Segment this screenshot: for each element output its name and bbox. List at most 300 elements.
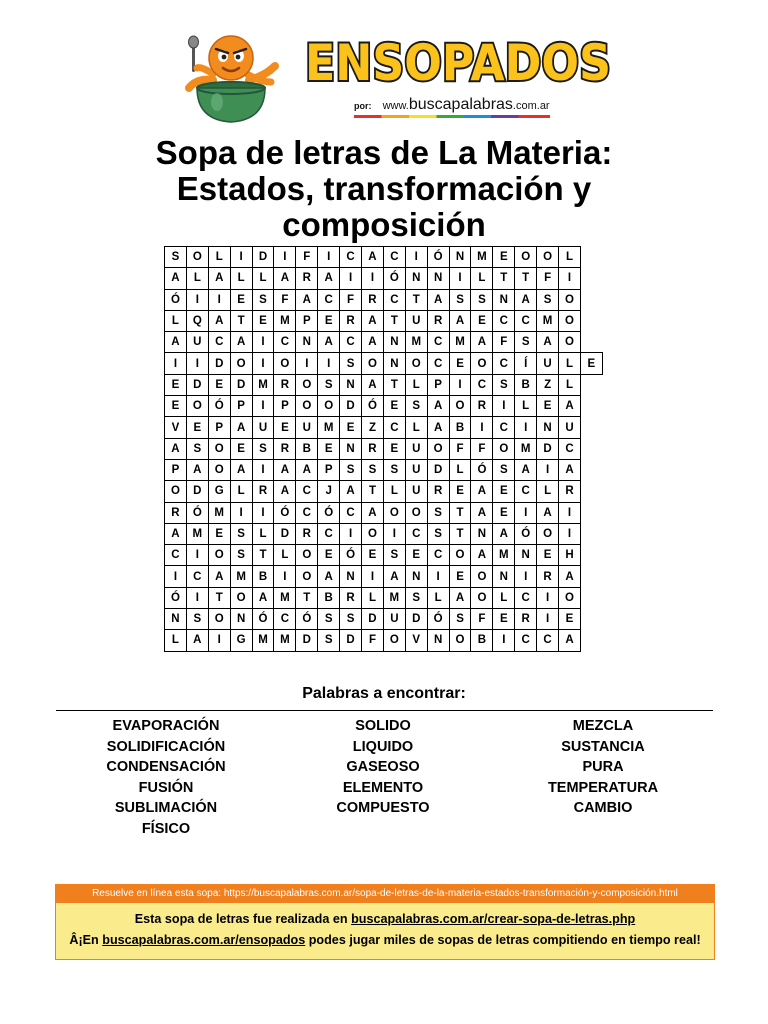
grid-cell: I (208, 289, 230, 310)
grid-cell: A (449, 587, 471, 608)
grid-cell: C (383, 247, 405, 268)
grid-cell: U (537, 353, 559, 374)
grid-cell: C (493, 353, 515, 374)
grid-cell: E (493, 609, 515, 630)
grid-cell: S (230, 545, 252, 566)
grid-cell: I (537, 587, 559, 608)
grid-cell: R (427, 310, 449, 331)
grid-cell: A (362, 247, 384, 268)
grid-cell: A (208, 566, 230, 587)
byline-prefix: por: (354, 101, 372, 111)
grid-cell: L (471, 268, 493, 289)
grid-cell: L (493, 587, 515, 608)
grid-cell: S (493, 459, 515, 480)
grid-cell: Ó (318, 502, 340, 523)
grid-cell: C (405, 523, 427, 544)
grid-cell: I (471, 417, 493, 438)
grid-cell: M (274, 630, 296, 651)
grid-cell: F (340, 289, 362, 310)
grid-cell: B (296, 438, 318, 459)
grid-cell: A (362, 374, 384, 395)
grid-cell: A (559, 630, 581, 651)
grid-cell: F (449, 438, 471, 459)
grid-cell: A (471, 502, 493, 523)
grid-cell: R (252, 481, 274, 502)
grid-cell: T (208, 587, 230, 608)
grid-cell: V (405, 630, 427, 651)
grid-cell: O (559, 310, 581, 331)
grid-cell: O (427, 438, 449, 459)
grid-cell: C (340, 247, 362, 268)
grid-cell: Í (515, 353, 537, 374)
grid-cell: L (537, 481, 559, 502)
grid-row (165, 374, 603, 395)
word-item: ELEMENTO (342, 779, 424, 796)
grid-cell: L (186, 268, 208, 289)
word-item: SUSTANCIA (561, 738, 645, 755)
grid-cell: O (559, 587, 581, 608)
grid-row (165, 502, 603, 523)
grid-cell: R (559, 481, 581, 502)
title-line-2: Estados, transformación y (176, 170, 592, 207)
grid-cell: V (165, 417, 187, 438)
grid-cell: S (405, 587, 427, 608)
grid-cell: L (559, 247, 581, 268)
grid-cell: A (165, 438, 187, 459)
grid-cell: O (318, 396, 340, 417)
grid-cell: R (296, 268, 318, 289)
grid-cell: T (383, 374, 405, 395)
grid-cell: O (449, 630, 471, 651)
title-line-3: composición (282, 206, 486, 243)
grid-row (165, 268, 603, 289)
grid-cell: M (252, 630, 274, 651)
word-item: FUSIÓN (138, 779, 194, 796)
grid-cell: O (208, 609, 230, 630)
grid-cell: D (340, 396, 362, 417)
rainbow-stripe (354, 115, 550, 118)
create-puzzle-link[interactable]: buscapalabras.com.ar/crear-sopa-de-letras.php (351, 912, 636, 926)
grid-cell: F (274, 289, 296, 310)
grid-cell: I (340, 523, 362, 544)
grid-cell: E (208, 374, 230, 395)
grid-cell: A (471, 545, 493, 566)
grid-cell: N (340, 438, 362, 459)
grid-cell: B (471, 630, 493, 651)
grid-cell: N (515, 545, 537, 566)
grid-cell: L (274, 545, 296, 566)
grid-cell: O (296, 545, 318, 566)
grid-cell: M (493, 545, 515, 566)
grid-cell: A (383, 566, 405, 587)
grid-cell: O (405, 502, 427, 523)
grid-cell: H (559, 545, 581, 566)
grid-cell: N (340, 566, 362, 587)
grid-cell: A (186, 459, 208, 480)
logo-text: ENSOPADOS (305, 34, 611, 92)
grid-cell: I (186, 353, 208, 374)
grid-cell: E (449, 566, 471, 587)
grid-cell: I (449, 268, 471, 289)
grid-cell: A (186, 630, 208, 651)
grid-cell: O (186, 247, 208, 268)
grid-cell: A (362, 502, 384, 523)
grid-cell: I (165, 353, 187, 374)
grid-cell: O (186, 396, 208, 417)
word-item: TEMPERATURA (547, 779, 659, 796)
grid-cell: M (230, 566, 252, 587)
grid-cell: L (208, 247, 230, 268)
grid-cell: A (427, 289, 449, 310)
grid-cell: I (296, 353, 318, 374)
grid-cell: Ó (186, 502, 208, 523)
grid-cell: O (537, 247, 559, 268)
grid-cell: L (230, 481, 252, 502)
grid-cell: F (493, 332, 515, 353)
grid-cell: T (383, 310, 405, 331)
grid-cell: S (340, 353, 362, 374)
grid-cell: D (362, 609, 384, 630)
grid-cell: D (405, 609, 427, 630)
grid-cell: E (449, 481, 471, 502)
grid-cell: N (405, 566, 427, 587)
grid-cell: N (165, 609, 187, 630)
grid-cell: T (493, 268, 515, 289)
word-column-2 (273, 716, 493, 819)
grid-cell: C (318, 523, 340, 544)
grid-cell: D (252, 247, 274, 268)
word-item: FÍSICO (141, 820, 191, 837)
grid-cell: E (274, 417, 296, 438)
grid-cell: I (493, 630, 515, 651)
grid-cell: C (274, 332, 296, 353)
byline-domain: .com.ar (512, 100, 550, 112)
grid-cell: O (515, 247, 537, 268)
grid-cell: I (449, 374, 471, 395)
grid-cell: A (165, 332, 187, 353)
grid-cell: A (296, 459, 318, 480)
letter-grid (164, 246, 603, 652)
grid-cell: A (537, 502, 559, 523)
grid-cell: D (274, 523, 296, 544)
grid-cell: E (186, 417, 208, 438)
grid-cell: O (493, 438, 515, 459)
word-item: SOLIDO (355, 718, 411, 734)
grid-cell: Ó (274, 502, 296, 523)
grid-cell: A (230, 417, 252, 438)
grid-cell: Q (186, 310, 208, 331)
grid-cell: O (471, 353, 493, 374)
grid-cell: P (427, 374, 449, 395)
grid-cell: O (471, 587, 493, 608)
footer-line-2-prefix: Â¡En (69, 933, 103, 947)
grid-cell: C (340, 502, 362, 523)
ensopados-logo[interactable] (302, 30, 614, 90)
grid-cell: I (186, 289, 208, 310)
grid-cell: C (318, 289, 340, 310)
grid-cell: N (537, 417, 559, 438)
grid-cell: N (427, 630, 449, 651)
grid-cell: A (274, 481, 296, 502)
word-item: EVAPORACIÓN (112, 718, 220, 734)
grid-cell: A (515, 289, 537, 310)
grid-cell: R (515, 609, 537, 630)
grid-cell: C (340, 332, 362, 353)
grid-cell: T (405, 289, 427, 310)
grid-cell: R (274, 374, 296, 395)
grid-cell: S (252, 289, 274, 310)
byline-site (382, 96, 550, 113)
grid-cell: A (252, 587, 274, 608)
grid-cell: I (515, 502, 537, 523)
word-item: CONDENSACIÓN (106, 759, 226, 776)
grid-cell: Ó (383, 268, 405, 289)
grid-cell: A (165, 268, 187, 289)
grid-cell: M (186, 523, 208, 544)
grid-cell: U (296, 417, 318, 438)
grid-cell: A (274, 459, 296, 480)
grid-cell: E (383, 396, 405, 417)
grid-cell: I (383, 523, 405, 544)
grid-row (165, 289, 603, 310)
grid-cell: Ó (296, 609, 318, 630)
grid-cell: L (252, 268, 274, 289)
footer-body (56, 903, 714, 959)
grid-cell: I (186, 545, 208, 566)
byline[interactable] (354, 96, 550, 118)
grid-row (165, 310, 603, 331)
footer-line-2-text: podes jugar miles de sopas de letras compitiendo en tiempo real! (305, 933, 701, 947)
grid-cell: N (405, 268, 427, 289)
word-item: CAMBIO (573, 800, 633, 817)
grid-cell: I (274, 247, 296, 268)
grid-cell: A (340, 481, 362, 502)
grid-row (165, 523, 603, 544)
grid-cell: C (208, 332, 230, 353)
grid-cell: E (449, 353, 471, 374)
grid-cell: N (383, 353, 405, 374)
grid-cell: M (537, 310, 559, 331)
grid-cell: I (165, 566, 187, 587)
grid-cell: N (493, 289, 515, 310)
grid-cell: E (230, 289, 252, 310)
grid-cell: A (559, 566, 581, 587)
grid-cell: O (559, 332, 581, 353)
grid-cell: S (449, 609, 471, 630)
grid-cell: P (296, 310, 318, 331)
grid-cell: E (405, 545, 427, 566)
grid-row (165, 438, 603, 459)
grid-cell: O (559, 289, 581, 310)
grid-cell: E (165, 374, 187, 395)
grid-cell: I (537, 459, 559, 480)
grid-cell: A (471, 481, 493, 502)
grid-cell: D (296, 630, 318, 651)
grid-cell: Ó (427, 609, 449, 630)
grid-cell: I (537, 609, 559, 630)
grid-cell: I (427, 566, 449, 587)
grid-cell: U (383, 609, 405, 630)
grid-cell: C (515, 310, 537, 331)
grid-cell: C (427, 353, 449, 374)
grid-cell: S (383, 545, 405, 566)
grid-cell: A (537, 332, 559, 353)
grid-row (165, 481, 603, 502)
grid-cell: Ó (252, 609, 274, 630)
grid-cell: M (515, 438, 537, 459)
grid-cell: M (252, 374, 274, 395)
grid-cell: M (318, 417, 340, 438)
grid-cell: P (318, 459, 340, 480)
grid-cell: C (493, 310, 515, 331)
word-column-3 (493, 716, 713, 819)
grid-cell: C (186, 566, 208, 587)
footer-line-2 (56, 930, 714, 951)
grid-cell: F (471, 438, 493, 459)
word-item: MEZCLA (572, 718, 634, 734)
grid-cell: Ó (471, 459, 493, 480)
grid-cell: I (493, 396, 515, 417)
grid-cell: L (405, 374, 427, 395)
grid-cell: E (537, 396, 559, 417)
grid-cell: S (165, 247, 187, 268)
grid-cell: M (383, 587, 405, 608)
word-item: SUBLIMACIÓN (114, 800, 218, 817)
grid-cell: N (383, 332, 405, 353)
word-item: SOLIDIFICACIÓN (106, 738, 226, 755)
grid-cell: F (537, 268, 559, 289)
grid-cell: E (537, 545, 559, 566)
grid-cell: A (427, 417, 449, 438)
word-item: LIQUIDO (352, 738, 414, 755)
grid-cell: Z (537, 374, 559, 395)
grid-cell: R (340, 587, 362, 608)
footer-line-1-text: Esta sopa de letras fue realizada en (134, 912, 352, 926)
grid-cell: S (493, 374, 515, 395)
grid-cell: L (559, 353, 581, 374)
grid-row (165, 247, 603, 268)
grid-cell: N (471, 523, 493, 544)
grid-cell: C (296, 502, 318, 523)
word-column-1 (56, 716, 276, 840)
grid-cell: C (537, 630, 559, 651)
grid-cell: I (208, 630, 230, 651)
grid-cell: F (362, 630, 384, 651)
grid-cell: G (230, 630, 252, 651)
byline-www: www. (382, 100, 409, 112)
grid-cell: A (427, 396, 449, 417)
grid-cell: E (252, 310, 274, 331)
grid-cell: N (296, 332, 318, 353)
grid-cell: P (230, 396, 252, 417)
grid-cell: A (362, 310, 384, 331)
grid-row (165, 459, 603, 480)
grid-cell: S (340, 459, 362, 480)
grid-cell: L (362, 587, 384, 608)
title-line-1: Sopa de letras de La Materia: (155, 134, 613, 171)
grid-cell: L (383, 481, 405, 502)
grid-cell: C (383, 289, 405, 310)
grid-cell: E (318, 545, 340, 566)
grid-cell: Ó (165, 289, 187, 310)
grid-cell: S (427, 502, 449, 523)
grid-cell: O (208, 438, 230, 459)
grid-cell: O (383, 630, 405, 651)
grid-cell: C (493, 417, 515, 438)
grid-row (165, 417, 603, 438)
grid-cell: I (230, 247, 252, 268)
grid-cell: I (252, 459, 274, 480)
grid-cell: U (405, 438, 427, 459)
grid-cell: O (230, 353, 252, 374)
byline-brand: buscapalabras (408, 96, 513, 113)
grid-cell: M (274, 310, 296, 331)
grid-cell: M (274, 587, 296, 608)
grid-cell: S (362, 459, 384, 480)
grid-cell: D (340, 630, 362, 651)
grid-row (165, 566, 603, 587)
grid-cell: O (230, 587, 252, 608)
grid-cell: E (340, 417, 362, 438)
grid-cell: N (493, 566, 515, 587)
grid-cell: R (362, 289, 384, 310)
grid-cell: S (383, 459, 405, 480)
grid-cell: A (515, 459, 537, 480)
grid-row (165, 396, 603, 417)
grid-cell: E (493, 502, 515, 523)
grid-cell: U (252, 417, 274, 438)
grid-cell: O (362, 523, 384, 544)
grid-cell: T (296, 587, 318, 608)
grid-cell: D (208, 353, 230, 374)
grid-row (165, 609, 603, 630)
grid-cell: C (515, 587, 537, 608)
grid-cell: A (559, 459, 581, 480)
grid-row (165, 353, 603, 374)
grid-cell: M (471, 247, 493, 268)
grid-cell: R (165, 502, 187, 523)
grid-cell: E (493, 247, 515, 268)
grid-cell: I (340, 268, 362, 289)
grid-cell: P (208, 417, 230, 438)
grid-cell: A (296, 289, 318, 310)
grid-cell: U (559, 417, 581, 438)
grid-cell: F (296, 247, 318, 268)
grid-cell: Z (362, 417, 384, 438)
grid-cell: L (449, 459, 471, 480)
grid-cell: P (274, 396, 296, 417)
grid-cell: R (340, 310, 362, 331)
grid-cell: B (449, 417, 471, 438)
grid-cell: E (208, 523, 230, 544)
grid-cell: N (449, 247, 471, 268)
footer-line-1 (56, 903, 714, 930)
grid-cell: C (383, 417, 405, 438)
footer-solve-online-link[interactable]: Resuelve en línea esta sopa: https://buscapalabras.com.ar/sopa-de-letras-de-la-materia-estados-transformación-y-composición.html (56, 885, 714, 903)
grid-cell: M (405, 332, 427, 353)
grid-cell: S (230, 523, 252, 544)
grid-cell: E (580, 353, 602, 374)
ensopados-link[interactable]: buscapalabras.com.ar/ensopados (102, 933, 306, 947)
grid-cell: U (405, 310, 427, 331)
grid-cell: L (252, 523, 274, 544)
grid-cell: I (559, 502, 581, 523)
grid-cell: S (252, 438, 274, 459)
grid-cell: A (165, 523, 187, 544)
grid-cell: E (362, 545, 384, 566)
grid-cell: I (252, 353, 274, 374)
grid-cell: C (274, 609, 296, 630)
